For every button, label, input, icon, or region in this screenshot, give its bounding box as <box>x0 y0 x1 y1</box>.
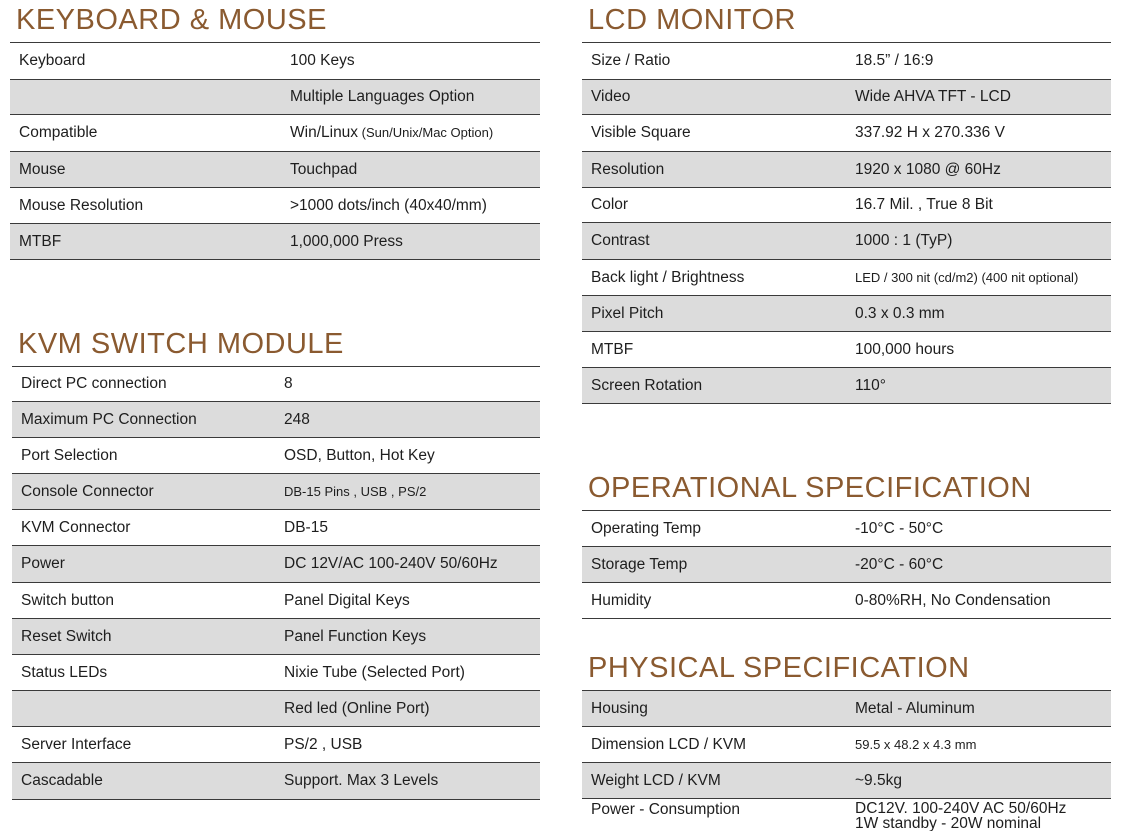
row-label: Storage Temp <box>591 555 688 573</box>
row-label: Video <box>591 88 631 105</box>
table-row <box>12 727 540 763</box>
table-row <box>10 43 540 80</box>
row-value: Metal - Aluminum <box>855 699 975 717</box>
table-row <box>582 511 1111 547</box>
table-row <box>582 80 1111 115</box>
row-label: Direct PC connection <box>21 375 167 392</box>
row-value: OSD, Button, Hot Key <box>284 446 435 464</box>
table-row <box>582 763 1111 799</box>
table-row <box>12 402 540 438</box>
row-label: Size / Ratio <box>591 52 671 69</box>
table-row <box>582 296 1111 332</box>
row-value <box>855 801 1066 831</box>
row-label: Weight LCD / KVM <box>591 771 721 789</box>
row-value: 110° <box>855 376 886 394</box>
table-row <box>10 152 540 188</box>
row-label: Status LEDs <box>21 663 108 681</box>
table-row <box>582 223 1111 260</box>
row-value <box>290 124 493 142</box>
table-row <box>582 152 1111 188</box>
row-label: Pixel Pitch <box>591 304 664 322</box>
row-value: Red led (Online Port) <box>284 699 430 717</box>
table-row <box>582 583 1111 619</box>
row-value: Panel Function Keys <box>284 627 427 645</box>
table-row <box>582 799 1111 835</box>
row-value: 100 Keys <box>290 52 355 69</box>
table-row <box>12 691 540 727</box>
row-value: 248 <box>284 410 310 428</box>
row-label: Resolution <box>591 160 665 178</box>
keyboard-mouse-section <box>10 6 540 260</box>
row-label: Humidity <box>591 591 652 609</box>
row-label: Color <box>591 196 629 213</box>
row-value: -20°C - 60°C <box>855 555 944 573</box>
row-label: Switch button <box>21 591 115 609</box>
table-row <box>582 368 1111 404</box>
row-value: DB-15 Pins , USB , PS/2 <box>284 484 427 499</box>
table-row <box>582 332 1111 368</box>
table-row <box>10 224 540 260</box>
table-row <box>12 546 540 583</box>
physical-section <box>582 654 1111 835</box>
table-row <box>12 474 540 510</box>
row-label: Dimension LCD / KVM <box>591 735 747 753</box>
row-value: >1000 dots/inch (40x40/mm) <box>290 196 487 214</box>
row-value: 337.92 H x 270.336 V <box>855 124 1005 141</box>
row-value: Panel Digital Keys <box>284 591 410 609</box>
table-row <box>12 763 540 800</box>
row-label: MTBF <box>591 340 634 358</box>
section-title: KVM SWITCH MODULE <box>18 328 344 360</box>
row-value: 18.5” / 16:9 <box>855 52 934 69</box>
table-row <box>12 655 540 691</box>
row-value: -10°C - 50°C <box>855 519 944 537</box>
row-value: PS/2 , USB <box>284 735 363 753</box>
row-label: Port Selection <box>21 446 118 464</box>
row-label: Console Connector <box>21 482 154 500</box>
row-label: Mouse Resolution <box>19 196 144 214</box>
table-row <box>582 691 1111 727</box>
row-value: Nixie Tube (Selected Port) <box>284 663 465 681</box>
table-row <box>582 260 1111 296</box>
table-row <box>10 80 540 115</box>
row-value: ~9.5kg <box>855 771 902 789</box>
value-line-2: 1W standby - 20W nominal <box>855 815 1042 831</box>
row-label: Power <box>21 555 65 572</box>
row-value: DC 12V/AC 100-240V 50/60Hz <box>284 555 498 572</box>
table-row <box>10 188 540 224</box>
row-label: Keyboard <box>19 52 86 69</box>
section-title: PHYSICAL SPECIFICATION <box>588 652 970 684</box>
row-value: 8 <box>284 375 293 392</box>
table-row <box>582 727 1111 763</box>
row-value: 0-80%RH, No Condensation <box>855 591 1051 609</box>
section-title: LCD MONITOR <box>588 4 796 36</box>
table-row <box>12 367 540 402</box>
table-row <box>12 619 540 655</box>
table-row <box>582 547 1111 583</box>
row-label: MTBF <box>19 232 62 250</box>
section-title: OPERATIONAL SPECIFICATION <box>588 472 1032 504</box>
row-value: 59.5 x 48.2 x 4.3 mm <box>855 737 977 752</box>
row-label: Contrast <box>591 232 650 249</box>
row-value: 16.7 Mil. , True 8 Bit <box>855 196 993 213</box>
row-value: 100,000 hours <box>855 340 955 358</box>
table-row <box>582 43 1111 80</box>
row-label: Housing <box>591 699 648 717</box>
row-value: 1920 x 1080 @ 60Hz <box>855 160 1001 178</box>
row-value: 1,000,000 Press <box>290 232 403 250</box>
table-row <box>12 510 540 546</box>
lcd-monitor-section <box>582 6 1111 404</box>
value-option: (Sun/Unix/Mac Option) <box>358 125 494 140</box>
row-label: Reset Switch <box>21 627 112 645</box>
table-row <box>582 115 1111 152</box>
row-value: Touchpad <box>290 160 358 178</box>
row-label: Maximum PC Connection <box>21 410 197 428</box>
value-main: Win/Linux <box>290 124 359 141</box>
table-row <box>12 583 540 619</box>
row-value: Multiple Languages Option <box>290 88 475 105</box>
table-row <box>12 438 540 474</box>
operational-section <box>582 474 1111 619</box>
kvm-switch-section <box>12 330 540 800</box>
row-value: Support. Max 3 Levels <box>284 772 439 789</box>
row-label: Operating Temp <box>591 519 701 537</box>
row-label: Screen Rotation <box>591 376 703 394</box>
row-label: Compatible <box>19 124 98 141</box>
row-label: Cascadable <box>21 772 103 789</box>
row-value: LED / 300 nit (cd/m2) (400 nit optional) <box>855 270 1079 285</box>
row-value: Wide AHVA TFT - LCD <box>855 88 1011 105</box>
row-value: 1000 : 1 (TyP) <box>855 232 953 249</box>
row-label: Visible Square <box>591 124 691 141</box>
row-label: KVM Connector <box>21 518 131 536</box>
table-row <box>582 188 1111 223</box>
row-value: DB-15 <box>284 518 328 536</box>
value-line-1: DC12V. 100-240V AC 50/60Hz <box>855 801 1067 817</box>
table-row <box>10 115 540 152</box>
row-label: Power - Consumption <box>591 801 741 818</box>
row-value: 0.3 x 0.3 mm <box>855 304 945 322</box>
row-label: Server Interface <box>21 735 132 753</box>
row-label: Back light / Brightness <box>591 268 745 286</box>
row-label: Mouse <box>19 160 66 178</box>
section-title: KEYBOARD & MOUSE <box>16 4 327 36</box>
